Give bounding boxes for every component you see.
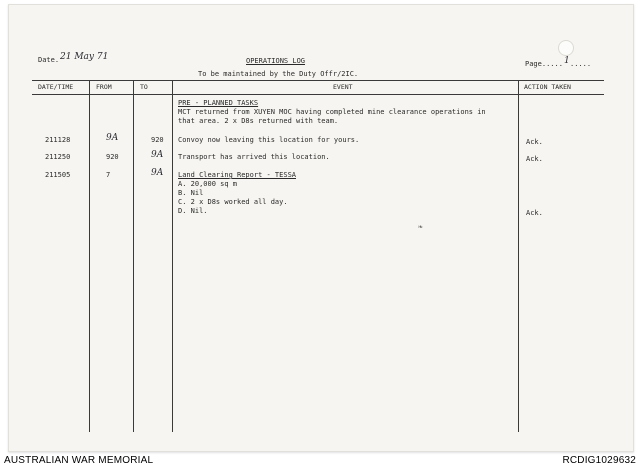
entry-from: 9A: [106, 133, 119, 143]
entry-action: Ack.: [526, 209, 543, 217]
col-divider-event: [172, 80, 173, 432]
event-line: B. Nil: [178, 189, 204, 197]
col-divider-action: [518, 80, 519, 432]
col-header-to: TO: [140, 83, 148, 91]
entry-to: 9A: [151, 168, 164, 178]
event-line: C. 2 x D8s worked all day.: [178, 198, 288, 206]
event-line: that area. 2 x D8s returned with team.: [178, 117, 339, 125]
col-header-datetime: DATE/TIME: [38, 83, 74, 91]
col-divider-from: [89, 80, 90, 432]
ink-smudge: ❧: [418, 222, 423, 231]
event-line: D. Nil.: [178, 207, 208, 215]
log-title: OPERATIONS LOG: [246, 57, 306, 65]
col-divider-to: [133, 80, 134, 432]
entry-to: 920: [151, 136, 164, 144]
event-line: Convoy now leaving this location for yours.: [178, 136, 360, 144]
col-header-action: ACTION TAKEN: [524, 83, 571, 91]
entry-time: 211505: [45, 171, 71, 179]
entry-to: 9A: [151, 150, 164, 160]
punch-hole: [558, 40, 574, 56]
entry-action: Ack.: [526, 138, 543, 146]
event-line: A. 20,000 sq m: [178, 180, 238, 188]
date-label: Date.: [38, 56, 60, 64]
page-number: 1: [564, 56, 570, 66]
event-line: Land Clearing Report - TESSA: [178, 171, 297, 179]
page-label: Page.....: [525, 60, 563, 68]
col-header-event: EVENT: [333, 83, 353, 91]
entry-time: 211128: [45, 136, 71, 144]
entry-from: 7: [106, 171, 111, 179]
page-suffix: .....: [570, 60, 592, 68]
entry-from: 920: [106, 153, 119, 161]
entry-time: 211250: [45, 153, 71, 161]
col-header-from: FROM: [96, 83, 112, 91]
event-line: PRE - PLANNED TASKS: [178, 99, 259, 107]
entry-action: Ack.: [526, 155, 543, 163]
log-subtitle: To be maintained by the Duty Offr/2IC.: [198, 70, 359, 78]
archive-credit: AUSTRALIAN WAR MEMORIAL: [4, 455, 154, 466]
date-value: 21 May 71: [60, 52, 109, 62]
event-line: MCT returned from XUYEN MOC having completed mine clearance operations in: [178, 108, 486, 116]
event-line: Transport has arrived this location.: [178, 153, 330, 161]
archive-id: RCDIG1029632: [562, 455, 636, 466]
